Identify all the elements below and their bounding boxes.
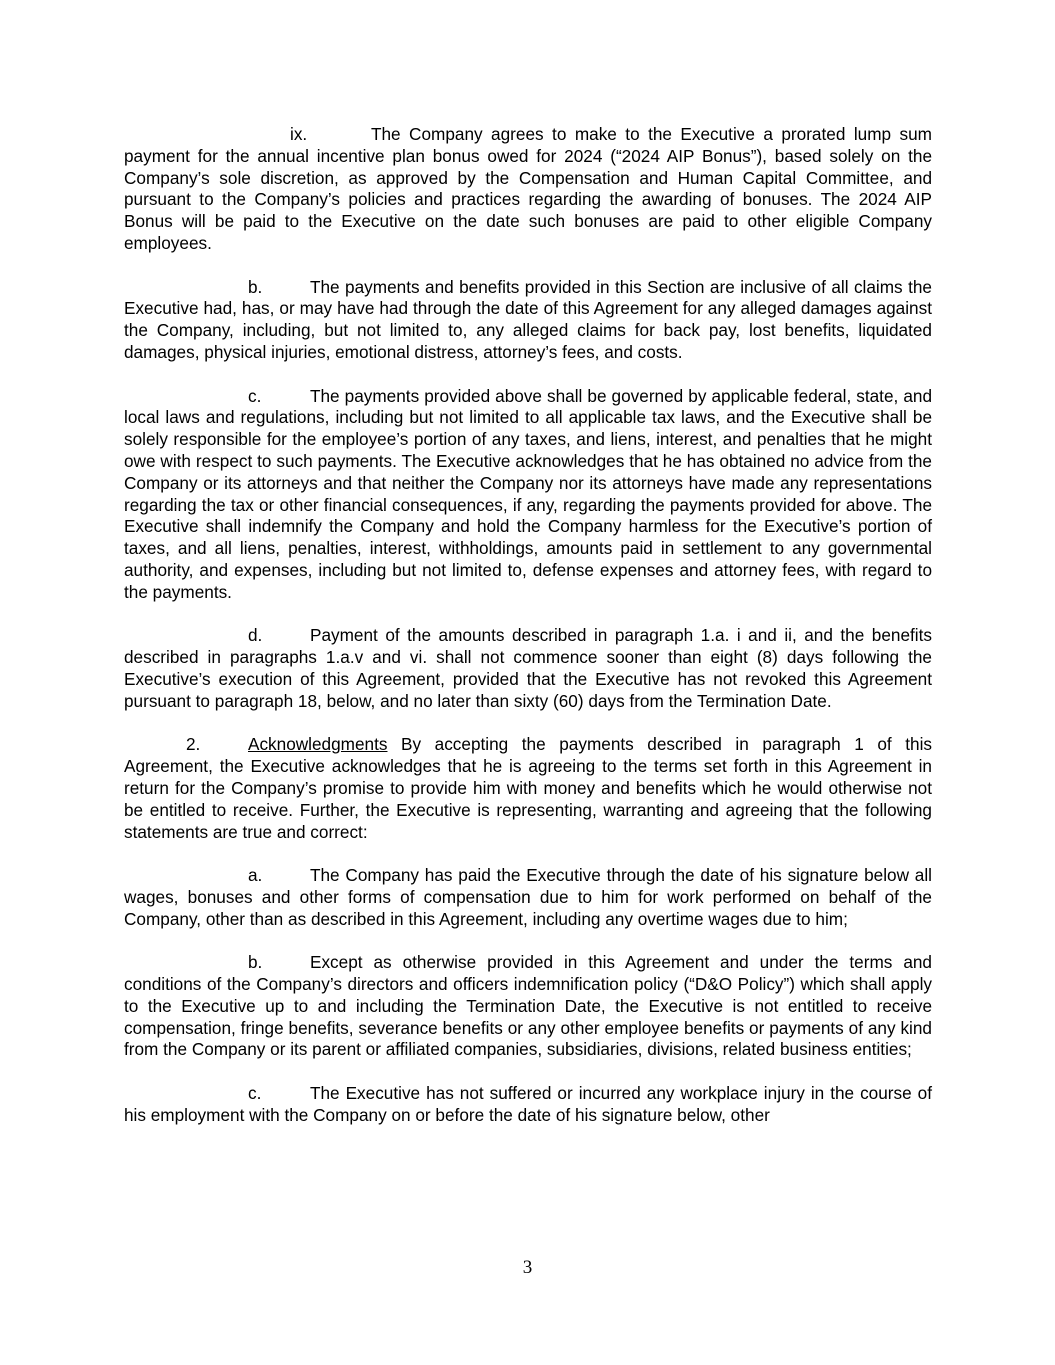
paragraph-2b [124, 952, 932, 1061]
page-number: 3 [522, 1257, 533, 1278]
paragraph-ix [124, 124, 932, 255]
paragraph-1d [124, 625, 932, 712]
paragraph-text: Payment of the amounts described in paragraph 1.a. i and ii, and the benefits described in paragraphs 1.a.v and vi. shall not commence sooner than eight (8) days following the Executive’s execution of this Agreement, provided that the Executive has not revoked this Agreement pursuant to paragraph 18, below, and no later than sixty (60) days from the Termination Date. [124, 625, 932, 711]
paragraph-2-acknowledgments [124, 734, 932, 843]
document-body [124, 124, 932, 1148]
paragraph-marker: c. [248, 385, 262, 406]
paragraph-2a [124, 865, 932, 930]
section-heading: Acknowledgments [248, 734, 388, 755]
paragraph-text: By accepting the payments described in paragraph 1 of this Agreement, the Executive acknowledges that he is agreeing to the terms set forth in this Agreement in return for the Company’s promise to provide him with money and benefits which he would otherwise not be entitled to receive. Further, the Executive is representing, warranting and agreeing that the following statements are true and correct: [124, 734, 932, 842]
paragraph-marker: a. [248, 865, 263, 886]
paragraph-marker: ix. [290, 124, 308, 144]
paragraph-1c [124, 386, 932, 604]
paragraph-2c [124, 1083, 932, 1127]
paragraph-text: The Executive has not suffered or incurred any workplace injury in the course of his employment with the Company on or before the date of his signature below, other [124, 1083, 932, 1125]
paragraph-marker: c. [248, 1083, 262, 1104]
paragraph-1b [124, 277, 932, 364]
paragraph-marker: b. [248, 276, 263, 297]
paragraph-text: The payments provided above shall be governed by applicable federal, state, and local laws and regulations, including but not limited to all applicable tax laws, and the Executive shall be solely responsible for the employee’s portion of any taxes, and liens, interest, and penalties that he might owe with respect to such payments. The Executive acknowledges that he has obtained no advice from the Company or its attorneys and that neither the Company nor its attorneys have made any representations regarding the tax or other financial consequences, if any, regarding the payments provided for above. The Executive shall indemnify the Company and hold the Company harmless for the Executive’s portion of taxes, and all liens, penalties, interest, withholdings, amounts paid in settlement to any governmental authority, and expenses, including but not limited to, defense expenses and attorney fees, with regard to the payments. [124, 385, 932, 602]
paragraph-marker: b. [248, 952, 263, 973]
paragraph-text: The Company agrees to make to the Executive a prorated lump sum payment for the annual incentive plan bonus owed for 2024 (“2024 AIP Bonus”), based solely on the Company’s sole discretion, as approved by the Compensation and Human Capital Committee, and pursuant to the Company’s policies and practices regarding the awarding of bonuses. The 2024 AIP Bonus will be paid to the Executive on the date such bonuses are paid to other eligible Company employees. [124, 124, 932, 253]
paragraph-text: Except as otherwise provided in this Agreement and under the terms and conditions of the Company’s directors and officers indemnification policy (“D&O Policy”) which shall apply to the Executive up to and including the Termination Date, the Executive is not entitled to receive compensation, fringe benefits, severance benefits or any other employee benefits or payments of any kind from the Company or its parent or affiliated companies, subsidiaries, divisions, related business entities; [124, 952, 932, 1060]
paragraph-text: The Company has paid the Executive through the date of his signature below all wages, bonuses and other forms of compensation due to him for work performed on behalf of the Company, other than as described in this Agreement, including any overtime wages due to him; [124, 865, 932, 929]
paragraph-text: The payments and benefits provided in this Section are inclusive of all claims the Executive had, has, or may have had through the date of this Agreement for any alleged damages against the Company, including, but not limited to, any alleged claims for back pay, lost benefits, liquidated damages, physical injuries, emotional distress, attorney’s fees, and costs. [124, 276, 932, 362]
paragraph-marker: 2. [186, 734, 201, 755]
paragraph-marker: d. [248, 625, 263, 646]
